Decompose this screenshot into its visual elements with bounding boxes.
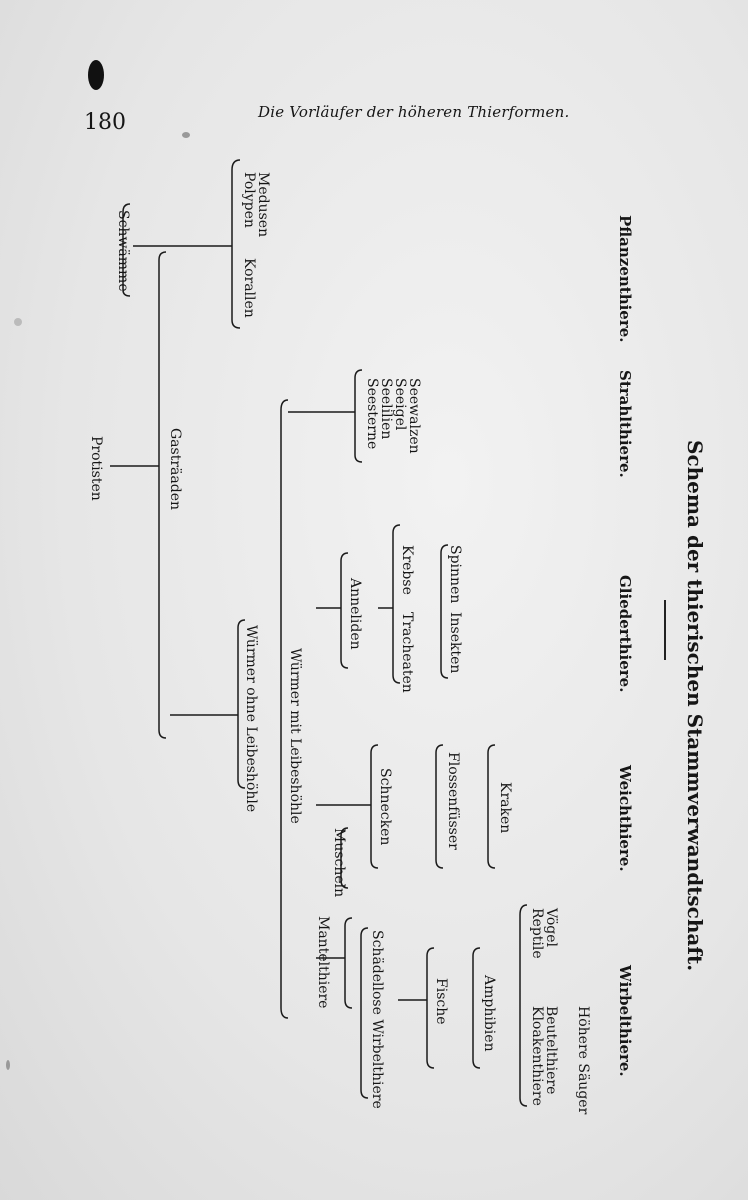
brace-mantelthiere [345, 918, 352, 1008]
label-schnecken: Schnecken [377, 768, 393, 846]
label-flossenfuesser: Flossenfüsser [445, 752, 461, 850]
label-seesterne: Seesterne [364, 378, 380, 450]
label-reptile: Reptile [529, 908, 545, 959]
column-pflanzenthiere: Pflanzenthiere. [616, 215, 634, 343]
label-mantelthiere: Mantelthiere [315, 916, 331, 1009]
label-seeigel: Seeigel [392, 378, 408, 431]
brace-strahlthiere [355, 370, 362, 462]
label-seelilien: Seelilien [378, 378, 394, 440]
schema-title: Schema der thierischen Stammverwandtschaft. [683, 440, 707, 972]
label-wuermer-mit-leibeshoehle: Würmer mit Leibeshöhle [287, 648, 303, 824]
label-schwaemme: Schwämme [115, 210, 131, 292]
column-gliederthiere: Gliederthiere. [616, 575, 634, 693]
label-wuermer-ohne-leibeshoehle: Würmer ohne Leibeshöhle [243, 625, 259, 813]
page-number: 180 [84, 110, 126, 135]
label-schaedellose: Schädellose Wirbelthiere [369, 930, 385, 1109]
label-kloakenthiere: Kloakenthiere [529, 1006, 545, 1106]
label-amphibien: Amphibien [481, 975, 497, 1052]
label-anneliden: Anneliden [347, 578, 363, 650]
column-weichthiere: Weichthiere. [616, 765, 634, 872]
label-hoehere-saeuger: Höhere Säuger [575, 1006, 591, 1115]
brace-amphibien [473, 948, 480, 1068]
brace-medusen-polypen [232, 160, 240, 328]
column-strahlthiere: Strahlthiere. [616, 370, 634, 478]
label-insekten: Insekten [447, 612, 463, 674]
running-title: Die Vorläufer der höheren Thierformen. [258, 103, 570, 121]
label-korallen: Korallen [241, 258, 257, 318]
label-voegel: Vögel [543, 908, 559, 947]
brace-kraken [488, 745, 495, 868]
label-muscheln: Muscheln [331, 828, 347, 898]
label-medusen: Medusen [255, 172, 271, 238]
brace-saeuger [520, 905, 527, 1106]
label-beutelthiere: Beutelthiere [543, 1006, 559, 1095]
brace-flossenfuesser [436, 745, 443, 868]
label-spinnen: Spinnen [447, 545, 463, 604]
label-kraken: Kraken [497, 782, 513, 834]
label-protisten: Protisten [88, 436, 104, 501]
label-fische: Fische [433, 978, 449, 1025]
brace-pflanzenthiere-gastraeaden [159, 252, 166, 738]
label-tracheaten: Tracheaten [399, 612, 415, 693]
column-wirbelthiere: Wirbelthiere. [616, 965, 634, 1077]
label-krebse: Krebse [399, 545, 415, 595]
label-polypen: Polypen [241, 172, 257, 228]
label-gastraeaden: Gasträaden [167, 428, 183, 510]
brace-schaedellose [361, 928, 368, 1098]
label-seewalzen: Seewalzen [406, 378, 422, 454]
title-dash [664, 600, 666, 660]
